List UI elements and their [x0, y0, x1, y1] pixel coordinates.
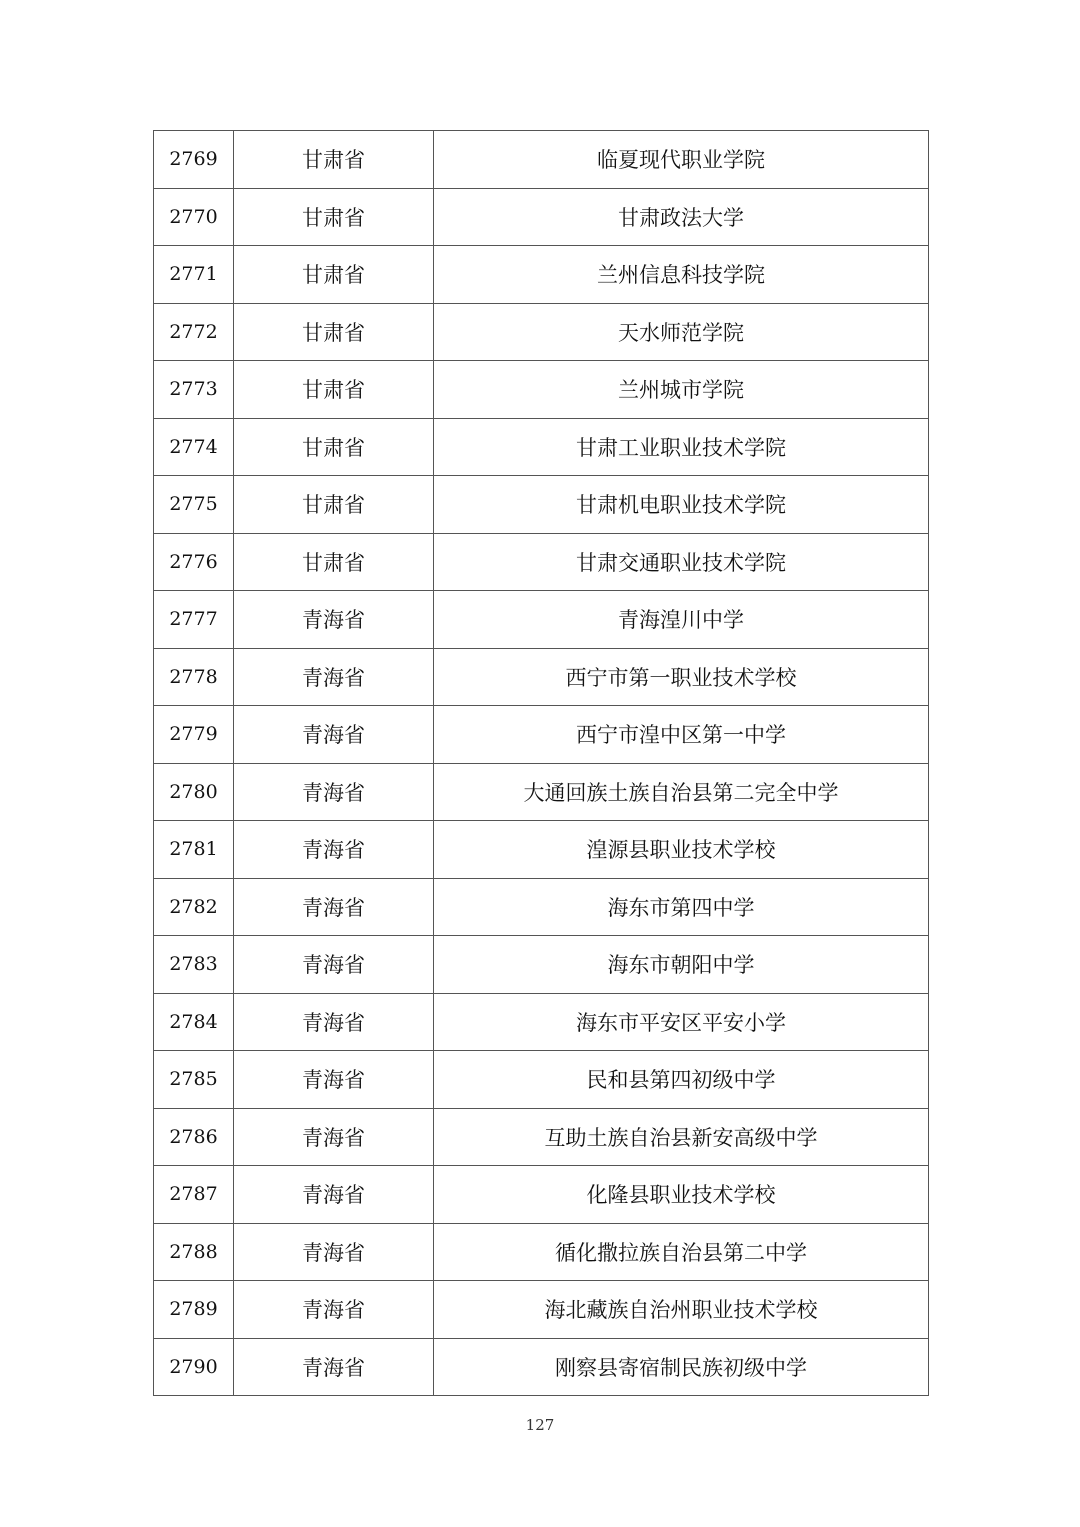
row-school-name: 西宁市湟中区第一中学 [434, 706, 929, 764]
row-school-name: 临夏现代职业学院 [434, 131, 929, 189]
row-school-name: 天水师范学院 [434, 303, 929, 361]
row-number: 2784 [154, 993, 234, 1051]
table-row [154, 878, 929, 936]
row-number: 2770 [154, 188, 234, 246]
row-school-name: 民和县第四初级中学 [434, 1051, 929, 1109]
row-province: 青海省 [234, 648, 434, 706]
row-province: 青海省 [234, 1051, 434, 1109]
row-school-name: 海东市朝阳中学 [434, 936, 929, 994]
row-school-name: 化隆县职业技术学校 [434, 1166, 929, 1224]
row-number: 2785 [154, 1051, 234, 1109]
row-province: 甘肃省 [234, 476, 434, 534]
row-province: 青海省 [234, 1223, 434, 1281]
table-row [154, 188, 929, 246]
row-school-name: 青海湟川中学 [434, 591, 929, 649]
row-number: 2778 [154, 648, 234, 706]
table-row [154, 476, 929, 534]
row-school-name: 大通回族土族自治县第二完全中学 [434, 763, 929, 821]
row-school-name: 甘肃机电职业技术学院 [434, 476, 929, 534]
row-school-name: 海北藏族自治州职业技术学校 [434, 1281, 929, 1339]
row-province: 青海省 [234, 821, 434, 879]
table-row [154, 763, 929, 821]
table-row [154, 361, 929, 419]
row-number: 2782 [154, 878, 234, 936]
table-row [154, 993, 929, 1051]
table-row [154, 131, 929, 189]
row-number: 2774 [154, 418, 234, 476]
table-row [154, 1338, 929, 1396]
table-row [154, 936, 929, 994]
table-row [154, 533, 929, 591]
row-number: 2787 [154, 1166, 234, 1224]
table-row [154, 418, 929, 476]
row-school-name: 海东市平安区平安小学 [434, 993, 929, 1051]
table-row [154, 1108, 929, 1166]
row-school-name: 西宁市第一职业技术学校 [434, 648, 929, 706]
table-row [154, 1051, 929, 1109]
row-number: 2772 [154, 303, 234, 361]
row-school-name: 循化撒拉族自治县第二中学 [434, 1223, 929, 1281]
row-province: 青海省 [234, 763, 434, 821]
row-number: 2776 [154, 533, 234, 591]
table-body [154, 131, 929, 1396]
row-number: 2780 [154, 763, 234, 821]
row-province: 甘肃省 [234, 188, 434, 246]
row-school-name: 互助土族自治县新安高级中学 [434, 1108, 929, 1166]
table-row [154, 591, 929, 649]
row-school-name: 甘肃政法大学 [434, 188, 929, 246]
row-province: 青海省 [234, 1338, 434, 1396]
page-number: 127 [525, 1416, 555, 1434]
row-province: 甘肃省 [234, 131, 434, 189]
row-province: 青海省 [234, 936, 434, 994]
row-number: 2769 [154, 131, 234, 189]
row-province: 青海省 [234, 1166, 434, 1224]
table-row [154, 648, 929, 706]
row-province: 甘肃省 [234, 418, 434, 476]
row-school-name: 甘肃工业职业技术学院 [434, 418, 929, 476]
row-number: 2790 [154, 1338, 234, 1396]
row-school-name: 兰州信息科技学院 [434, 246, 929, 304]
row-school-name: 刚察县寄宿制民族初级中学 [434, 1338, 929, 1396]
row-number: 2789 [154, 1281, 234, 1339]
table-row [154, 246, 929, 304]
table-row [154, 1166, 929, 1224]
row-school-name: 兰州城市学院 [434, 361, 929, 419]
row-school-name: 海东市第四中学 [434, 878, 929, 936]
row-number: 2775 [154, 476, 234, 534]
row-province: 甘肃省 [234, 246, 434, 304]
table-row [154, 706, 929, 764]
row-province: 青海省 [234, 878, 434, 936]
row-number: 2773 [154, 361, 234, 419]
row-province: 青海省 [234, 706, 434, 764]
row-school-name: 湟源县职业技术学校 [434, 821, 929, 879]
table-row [154, 821, 929, 879]
row-province: 青海省 [234, 1281, 434, 1339]
table-row [154, 1223, 929, 1281]
row-province: 甘肃省 [234, 303, 434, 361]
row-number: 2783 [154, 936, 234, 994]
table-row [154, 1281, 929, 1339]
school-list-table [153, 130, 929, 1396]
row-number: 2779 [154, 706, 234, 764]
row-number: 2786 [154, 1108, 234, 1166]
row-number: 2777 [154, 591, 234, 649]
row-province: 青海省 [234, 1108, 434, 1166]
row-school-name: 甘肃交通职业技术学院 [434, 533, 929, 591]
row-province: 甘肃省 [234, 361, 434, 419]
row-number: 2771 [154, 246, 234, 304]
row-province: 青海省 [234, 993, 434, 1051]
row-province: 甘肃省 [234, 533, 434, 591]
row-province: 青海省 [234, 591, 434, 649]
row-number: 2788 [154, 1223, 234, 1281]
row-number: 2781 [154, 821, 234, 879]
table-row [154, 303, 929, 361]
